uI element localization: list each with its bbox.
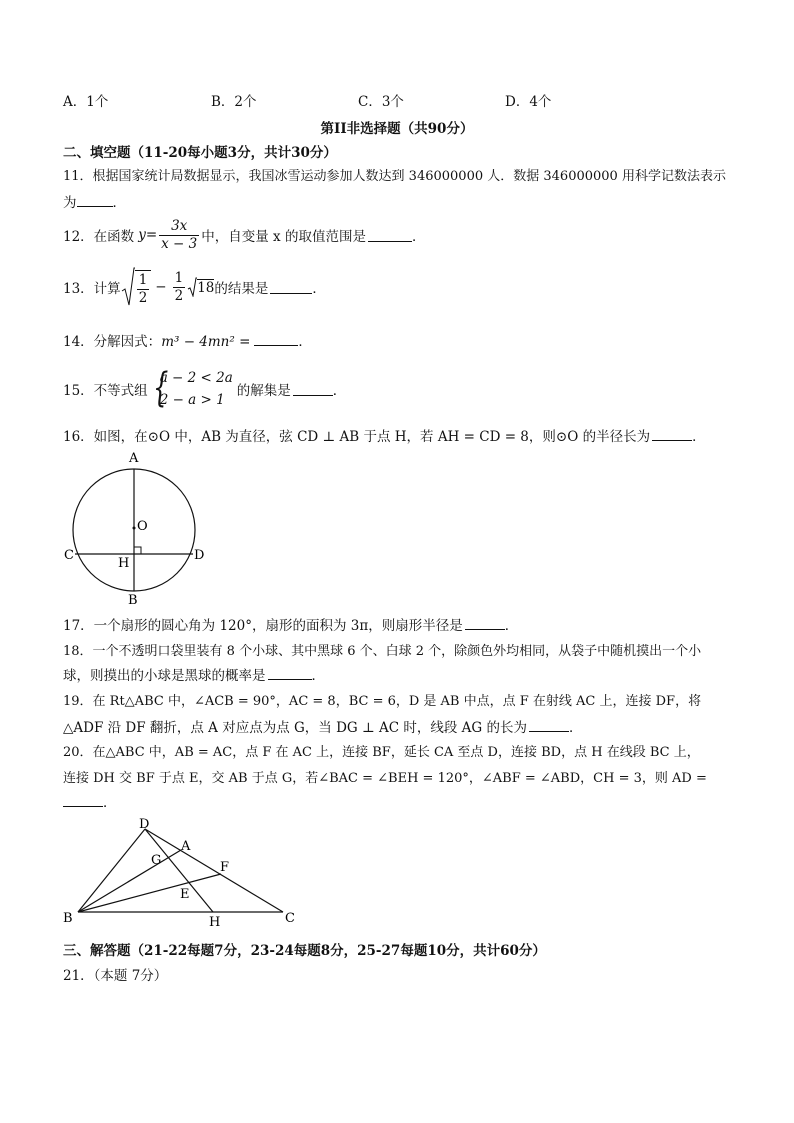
choice-a: A．1个 [63, 94, 109, 110]
label-d: D [194, 548, 205, 563]
choice-d: D．4个 [505, 94, 552, 110]
answer-blank[interactable] [63, 794, 103, 807]
q19-text: △ADF 沿 DF 翻折，点 A 对应点为点 G，当 DG ⊥ AC 时，线段 AG 的长为 [63, 720, 527, 736]
q17-text: 17．一个扇形的圆心角为 120°，扇形的面积为 3π，则扇形半径是 [63, 618, 463, 634]
segment-ba [78, 850, 181, 912]
section-solutions: 三、解答题（21-22每题7分，23-24每题8分，25-27每题10分，共计60分） [63, 943, 546, 959]
q15-row1: a − 2 < 2a [159, 370, 233, 386]
q12-denominator: x − 3 [161, 235, 198, 252]
q17-end: ． [504, 618, 519, 634]
q20-end: ． [103, 795, 117, 811]
q18-line2 [63, 664, 733, 684]
q15-end: ． [332, 383, 347, 399]
answer-blank[interactable] [465, 617, 505, 630]
answer-blank[interactable] [652, 428, 692, 441]
segment-dc [145, 829, 283, 912]
q11-end: ． [112, 195, 126, 211]
q14-prefix: 14．分解因式： [63, 334, 162, 350]
q13-frac2-num: 1 [174, 269, 184, 286]
triangle-figure [60, 812, 310, 932]
q12-suffix: 中，自变量 x 的取值范围是 [201, 229, 366, 245]
q13-root: 18 [197, 279, 215, 296]
q15-row2: 2 − a > 1 [159, 392, 225, 408]
section-fill-in: 二、填空题（11-20每小题3分，共计30分） [63, 145, 337, 161]
choice-b: B．2个 [211, 94, 257, 110]
center-point [133, 527, 136, 530]
q13-minus: − [155, 279, 167, 295]
q12-numerator: 3x [159, 218, 199, 236]
q13-prefix: 13．计算 [63, 281, 121, 297]
answer-blank[interactable] [270, 281, 312, 294]
choice-c: C．3个 [358, 94, 404, 110]
label-b: B [63, 911, 73, 926]
label-o: O [137, 519, 148, 534]
label-f: F [220, 860, 230, 875]
q15 [63, 366, 733, 412]
q20-line1: 20．在△ABC 中，AB = AC，点 F 在 AC 上，连接 BF，延长 CA 至点 D，连接 BD，点 H 在线段 BC 上， [63, 745, 700, 760]
brace-icon: { [152, 365, 169, 411]
radical-sign-icon [187, 277, 197, 297]
q15-system [148, 367, 233, 411]
q12-y: y [138, 227, 146, 243]
label-c: C [285, 911, 295, 926]
q19-end: ． [568, 720, 583, 736]
part2-title: 第II非选择题（共90分） [320, 121, 474, 137]
q14 [63, 330, 733, 350]
q13 [63, 265, 733, 309]
q11-prefix: 为 [63, 195, 77, 211]
label-a: A [129, 451, 139, 466]
q12-prefix: 12．在函数 [63, 229, 135, 245]
answer-blank[interactable] [77, 194, 113, 207]
label-h: H [209, 915, 221, 930]
q18-text: 球，则摸出的小球是黑球的概率是 [63, 668, 266, 684]
q12 [63, 215, 733, 255]
label-c: C [64, 548, 74, 563]
q20-line2: 连接 DH 交 BF 于点 E，交 AB 于点 G，若∠BAC = ∠BEH = 120°，∠ABF = ∠ABD，CH = 3，则 AD = [63, 771, 707, 786]
label-b: B [128, 593, 138, 608]
q15-prefix: 15．不等式组 [63, 383, 148, 399]
q12-eq: = [145, 227, 158, 243]
q11-line1: 11．根据国家统计局数据显示，我国冰雪运动参加人数达到 346000000 人．数据 346000000 用科学记数法表示 [63, 169, 726, 184]
q13-suffix: 的结果是 [214, 281, 269, 297]
segment-bd [78, 829, 145, 912]
q11-line2 [63, 191, 733, 211]
label-g: G [151, 853, 162, 868]
q13-fraction-1 [137, 272, 150, 307]
q12-fraction [159, 218, 199, 253]
q16 [63, 425, 733, 445]
q21-header: 21．（本题 7分） [63, 968, 168, 984]
q13-frac1-num: 1 [138, 271, 148, 288]
label-h: H [118, 556, 130, 571]
right-angle-mark [134, 547, 141, 554]
q20-line3 [63, 791, 733, 811]
q18-line1: 18．一个不透明口袋里装有 8 个小球、其中黑球 6 个、白球 2 个，除颜色外均相同，从袋子中随机摸出一个小 [63, 644, 702, 659]
q19-line2 [63, 716, 733, 736]
answer-blank[interactable] [293, 383, 333, 396]
q19-line1: 19．在 Rt△ABC 中，∠ACB = 90°，AC = 8，BC = 6，D 是 AB 中点，点 F 在射线 AC 上，连接 DF，将 [63, 694, 702, 709]
answer-blank[interactable] [254, 333, 298, 346]
q13-radicand [135, 270, 152, 307]
segment-bf [78, 874, 221, 912]
radical-sign-icon [121, 265, 135, 309]
q14-end: ． [298, 334, 312, 350]
q13-fraction-2 [173, 270, 186, 305]
q14-expression: m³ − 4mn² = [161, 334, 251, 350]
q12-end: ． [411, 229, 426, 245]
answer-blank[interactable] [529, 719, 569, 732]
label-e: E [180, 887, 190, 902]
label-d: D [139, 817, 150, 832]
q13-frac2-den: 2 [174, 287, 184, 304]
segment-dh [145, 829, 213, 912]
q18-end: ． [311, 668, 325, 684]
answer-blank[interactable] [268, 667, 312, 680]
q17 [63, 614, 733, 634]
q15-suffix: 的解集是 [236, 383, 291, 399]
circle-figure [60, 448, 220, 608]
q13-frac1-den: 2 [138, 289, 148, 306]
q13-end: ． [312, 281, 326, 297]
label-a: A [181, 839, 191, 854]
answer-blank[interactable] [368, 229, 412, 242]
q16-end: ． [692, 429, 706, 445]
q16-text: 16．如图，在⊙O 中，AB 为直径，弦 CD ⊥ AB 于点 H，若 AH = CD = 8，则⊙O 的半径长为 [63, 429, 651, 445]
